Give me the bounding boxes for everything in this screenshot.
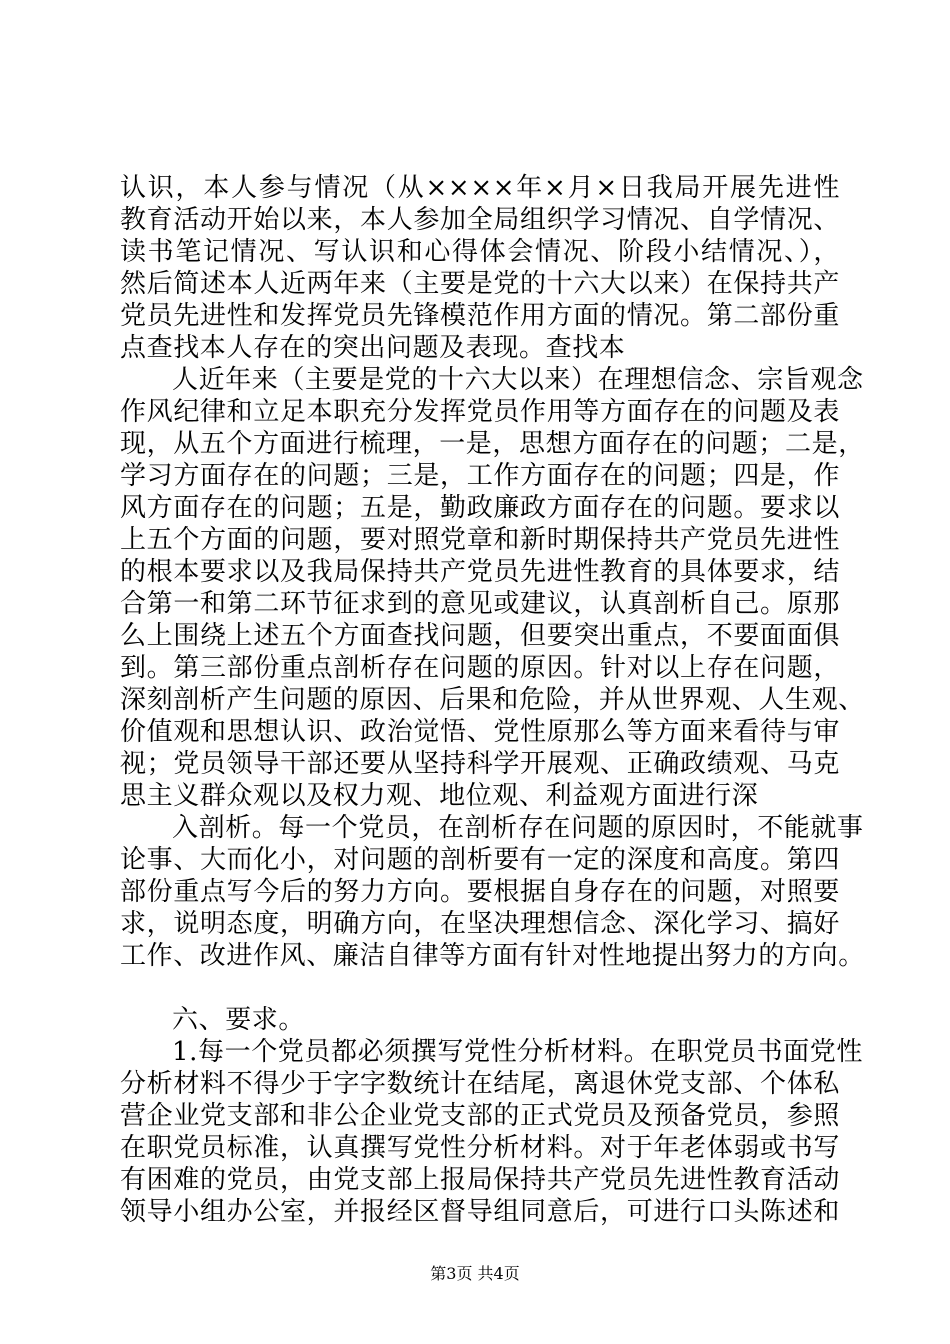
- text-line: 读书笔记情况、写认识和心得体会情况、阶段小结情况、），: [120, 237, 840, 267]
- text-line: 1.每一个党员都必须撰写党性分析材料。在职党员书面党性: [172, 1037, 864, 1067]
- text-line: 作风纪律和立足本职充分发挥党员作用等方面存在的问题及表: [120, 397, 840, 427]
- text-line: 的根本要求以及我局保持共产党员先进性教育的具体要求，结: [120, 557, 840, 587]
- text-line: 上五个方面的问题，要对照党章和新时期保持共产党员先进性: [120, 525, 840, 555]
- page-number-footer: 第3页 共4页: [430, 1264, 520, 1283]
- text-line: 党员先进性和发挥党员先锋模范作用方面的情况。第二部份重: [120, 301, 840, 331]
- text-line: 人近年来（主要是党的十六大以来）在理想信念、宗旨观念: [172, 365, 864, 395]
- text-line: 深刻剖析产生问题的原因、后果和危险，并从世界观、人生观、: [120, 685, 865, 715]
- text-line: 教育活动开始以来，本人参加全局组织学习情况、自学情况、: [120, 205, 840, 235]
- text-line: 视；党员领导干部还要从坚持科学开展观、正确政绩观、马克: [120, 749, 840, 779]
- text-line: 有困难的党员，由党支部上报局保持共产党员先进性教育活动: [120, 1165, 840, 1195]
- text-line: 求，说明态度，明确方向，在坚决理想信念、深化学习、搞好: [120, 909, 840, 939]
- text-line: 领导小组办公室，并报经区督导组同意后，可进行口头陈述和: [120, 1197, 840, 1227]
- text-line: 么上围绕上述五个方面查找问题，但要突出重点，不要面面俱: [120, 621, 840, 651]
- text-line: 思主义群众观以及权力观、地位观、利益观方面进行深: [120, 781, 759, 811]
- text-line: 入剖析。每一个党员，在剖析存在问题的原因时，不能就事: [172, 813, 864, 843]
- text-line: 合第一和第二环节征求到的意见或建议，认真剖析自己。原那: [120, 589, 840, 619]
- text-line: 学习方面存在的问题；三是，工作方面存在的问题；四是，作: [120, 461, 840, 491]
- text-line: 到。第三部份重点剖析存在问题的原因。针对以上存在问题，: [120, 653, 840, 683]
- text-line: 分析材料不得少于字字数统计在结尾，离退休党支部、个体私: [120, 1069, 840, 1099]
- text-line: 部份重点写今后的努力方向。要根据自身存在的问题，对照要: [120, 877, 840, 907]
- text-line: 在职党员标准，认真撰写党性分析材料。对于年老体弱或书写: [120, 1133, 840, 1163]
- text-line: 工作、改进作风、廉洁自律等方面有针对性地提出努力的方向。: [120, 941, 865, 971]
- section-heading: 六、要求。: [172, 1005, 306, 1035]
- text-line: 现，从五个方面进行梳理，一是，思想方面存在的问题；二是，: [120, 429, 865, 459]
- text-line: 认识，本人参与情况（从××××年×月×日我局开展先进性: [120, 173, 840, 203]
- text-line: 价值观和思想认识、政治觉悟、党性原那么等方面来看待与审: [120, 717, 840, 747]
- text-line: 风方面存在的问题；五是，勤政廉政方面存在的问题。要求以: [120, 493, 840, 523]
- text-line: 营企业党支部和非公企业党支部的正式党员及预备党员，参照: [120, 1101, 840, 1131]
- text-line: 点查找本人存在的突出问题及表现。查找本: [120, 333, 626, 363]
- text-line: 论事、大而化小，对问题的剖析要有一定的深度和高度。第四: [120, 845, 840, 875]
- text-line: 然后简述本人近两年来（主要是党的十六大以来）在保持共产: [120, 269, 840, 299]
